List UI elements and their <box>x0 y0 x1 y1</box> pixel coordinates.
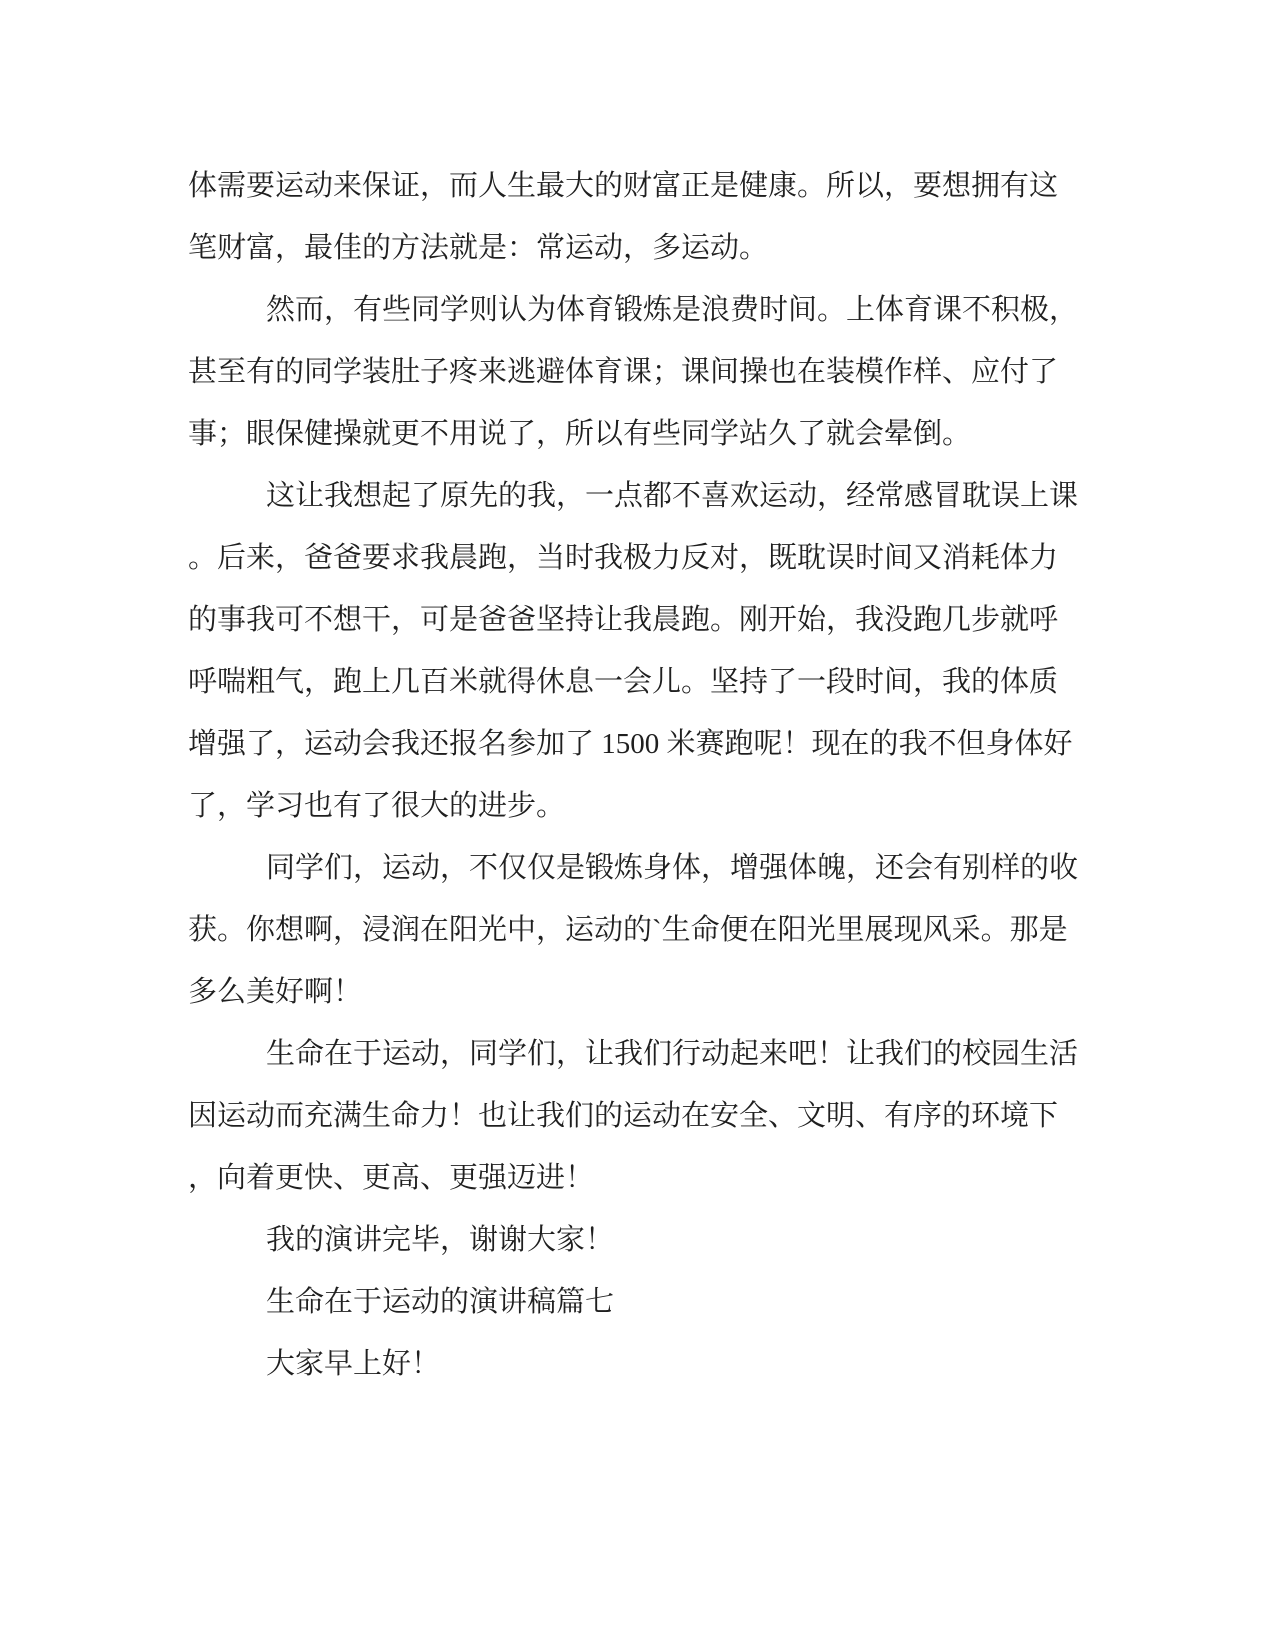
paragraph <box>188 279 1079 465</box>
paragraph <box>188 1333 1074 1395</box>
text-line: 事；眼保健操就更不用说了，所以有些同学站久了就会晕倒。 <box>188 418 972 450</box>
text-line: 了，学习也有了很大的进步。 <box>188 790 566 822</box>
text-line: 呼喘粗气，跑上几百米就得休息一会儿。坚持了一段时间，我的体质 <box>188 666 1059 698</box>
text-line: 增强了，运动会我还报名参加了 1500 米赛跑呢！现在的我不但身体好 <box>188 728 1073 760</box>
text-line: 生命在于运动的演讲稿篇七 <box>266 1286 615 1318</box>
text-line: 的事我可不想干，可是爸爸坚持让我晨跑。刚开始，我没跑几步就呼 <box>188 604 1059 636</box>
paragraph <box>188 1209 1074 1271</box>
text-line: 笔财富，最佳的方法就是：常运动，多运动。 <box>188 232 769 264</box>
paragraph <box>188 1271 1074 1333</box>
paragraph <box>188 1023 1079 1209</box>
text-line: 多么美好啊！ <box>188 976 363 1008</box>
text-line: 我的演讲完毕，谢谢大家！ <box>266 1224 615 1256</box>
paragraph <box>188 155 1074 279</box>
paragraph <box>188 837 1079 1023</box>
document-body <box>188 155 1079 1395</box>
text-line: 获。你想啊，浸润在阳光中，运动的`生命便在阳光里展现风采。那是 <box>188 914 1068 946</box>
text-line: 甚至有的同学装肚子疼来逃避体育课；课间操也在装模作样、应付了 <box>188 356 1059 388</box>
text-line: ，向着更快、更高、更强迈进！ <box>188 1162 595 1194</box>
text-line: 体需要运动来保证，而人生最大的财富正是健康。所以，要想拥有这 <box>188 170 1059 202</box>
text-line: 。后来，爸爸要求我晨跑，当时我极力反对，既耽误时间又消耗体力 <box>188 542 1059 574</box>
text-line: 同学们，运动，不仅仅是锻炼身体，增强体魄，还会有别样的收 <box>266 852 1079 884</box>
text-line: 因运动而充满生命力！也让我们的运动在安全、文明、有序的环境下 <box>188 1100 1059 1132</box>
text-line: 然而，有些同学则认为体育锻炼是浪费时间。上体育课不积极， <box>266 294 1079 326</box>
text-line: 大家早上好！ <box>266 1348 441 1380</box>
text-line: 这让我想起了原先的我，一点都不喜欢运动，经常感冒耽误上课 <box>266 480 1079 512</box>
text-line: 生命在于运动，同学们，让我们行动起来吧！让我们的校园生活 <box>266 1038 1079 1070</box>
paragraph <box>188 465 1079 837</box>
